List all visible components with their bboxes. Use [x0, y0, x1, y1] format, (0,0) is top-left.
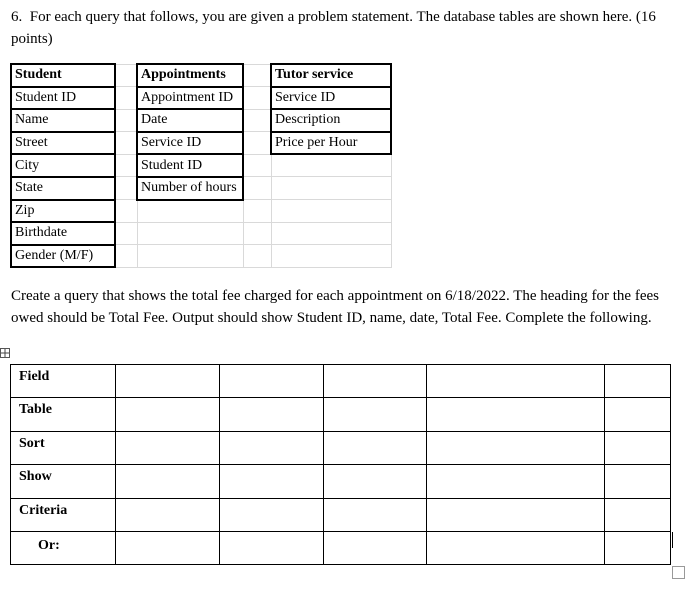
tutor-service-field: Description [271, 109, 391, 132]
query-cell[interactable] [605, 431, 671, 464]
empty-cell [137, 222, 243, 245]
query-cell[interactable] [116, 398, 220, 431]
empty-cell [271, 154, 391, 177]
empty-cell [271, 200, 391, 223]
appointments-table-title: Appointments [137, 64, 243, 87]
student-field: Gender (M/F) [11, 245, 115, 268]
task-statement: Create a query that shows the total fee charged for each appointment on 6/18/2022. The heading for the fees owed should be Total Fee. Output should show Student ID, name, date, Total Fee. Complete the following. [11, 288, 659, 326]
query-row-label: Sort [11, 431, 116, 464]
query-cell[interactable] [220, 531, 324, 564]
query-row-label: Or: [11, 531, 116, 564]
question-number: 6. [11, 9, 23, 25]
query-row-label: Table [11, 398, 116, 431]
table-resize-handle[interactable] [672, 566, 685, 579]
appointments-field: Number of hours [137, 177, 243, 200]
query-cell[interactable] [605, 465, 671, 498]
tutor-service-field: Service ID [271, 87, 391, 110]
tutor-service-field: Price per Hour [271, 132, 391, 155]
text-cursor [672, 532, 673, 548]
query-cell[interactable] [427, 398, 605, 431]
query-row-label: Field [11, 365, 116, 398]
appointments-field: Date [137, 109, 243, 132]
query-cell[interactable] [324, 365, 427, 398]
student-field: Name [11, 109, 115, 132]
query-cell[interactable] [324, 465, 427, 498]
empty-cell [271, 222, 391, 245]
query-cell[interactable] [427, 431, 605, 464]
query-cell[interactable] [605, 365, 671, 398]
appointments-field: Student ID [137, 154, 243, 177]
query-cell[interactable] [116, 365, 220, 398]
student-field: Zip [11, 200, 115, 223]
table-move-handle[interactable] [0, 348, 10, 358]
query-cell[interactable] [324, 431, 427, 464]
query-cell[interactable] [220, 465, 324, 498]
empty-cell [271, 177, 391, 200]
query-cell[interactable] [427, 498, 605, 531]
query-cell[interactable] [324, 531, 427, 564]
student-field: State [11, 177, 115, 200]
query-cell[interactable] [427, 531, 605, 564]
appointments-field: Appointment ID [137, 87, 243, 110]
schema-tables-grid [10, 63, 392, 268]
query-cell[interactable] [116, 465, 220, 498]
query-cell[interactable] [220, 365, 324, 398]
query-cell[interactable] [116, 498, 220, 531]
query-cell[interactable] [220, 498, 324, 531]
query-cell[interactable] [220, 431, 324, 464]
query-cell[interactable] [116, 431, 220, 464]
query-cell[interactable] [605, 531, 671, 564]
empty-cell [137, 200, 243, 223]
query-cell[interactable] [220, 398, 324, 431]
student-field: Birthdate [11, 222, 115, 245]
question-prompt [11, 7, 671, 50]
query-design-grid [10, 364, 671, 565]
query-cell[interactable] [324, 498, 427, 531]
question-text: For each query that follows, you are given a problem statement. The database tables are shown here. (16 points) [11, 9, 656, 47]
query-row-label: Criteria [11, 498, 116, 531]
query-cell[interactable] [605, 398, 671, 431]
empty-cell [137, 245, 243, 268]
query-row-label: Show [11, 465, 116, 498]
empty-cell [271, 245, 391, 268]
tutor-service-table-title: Tutor service [271, 64, 391, 87]
appointments-field: Service ID [137, 132, 243, 155]
student-field: Street [11, 132, 115, 155]
query-cell[interactable] [324, 398, 427, 431]
query-cell[interactable] [427, 365, 605, 398]
query-cell[interactable] [116, 531, 220, 564]
move-arrows-icon [1, 349, 9, 357]
query-cell[interactable] [427, 465, 605, 498]
student-field: Student ID [11, 87, 115, 110]
query-cell[interactable] [605, 498, 671, 531]
student-field: City [11, 154, 115, 177]
student-table-title: Student [11, 64, 115, 87]
